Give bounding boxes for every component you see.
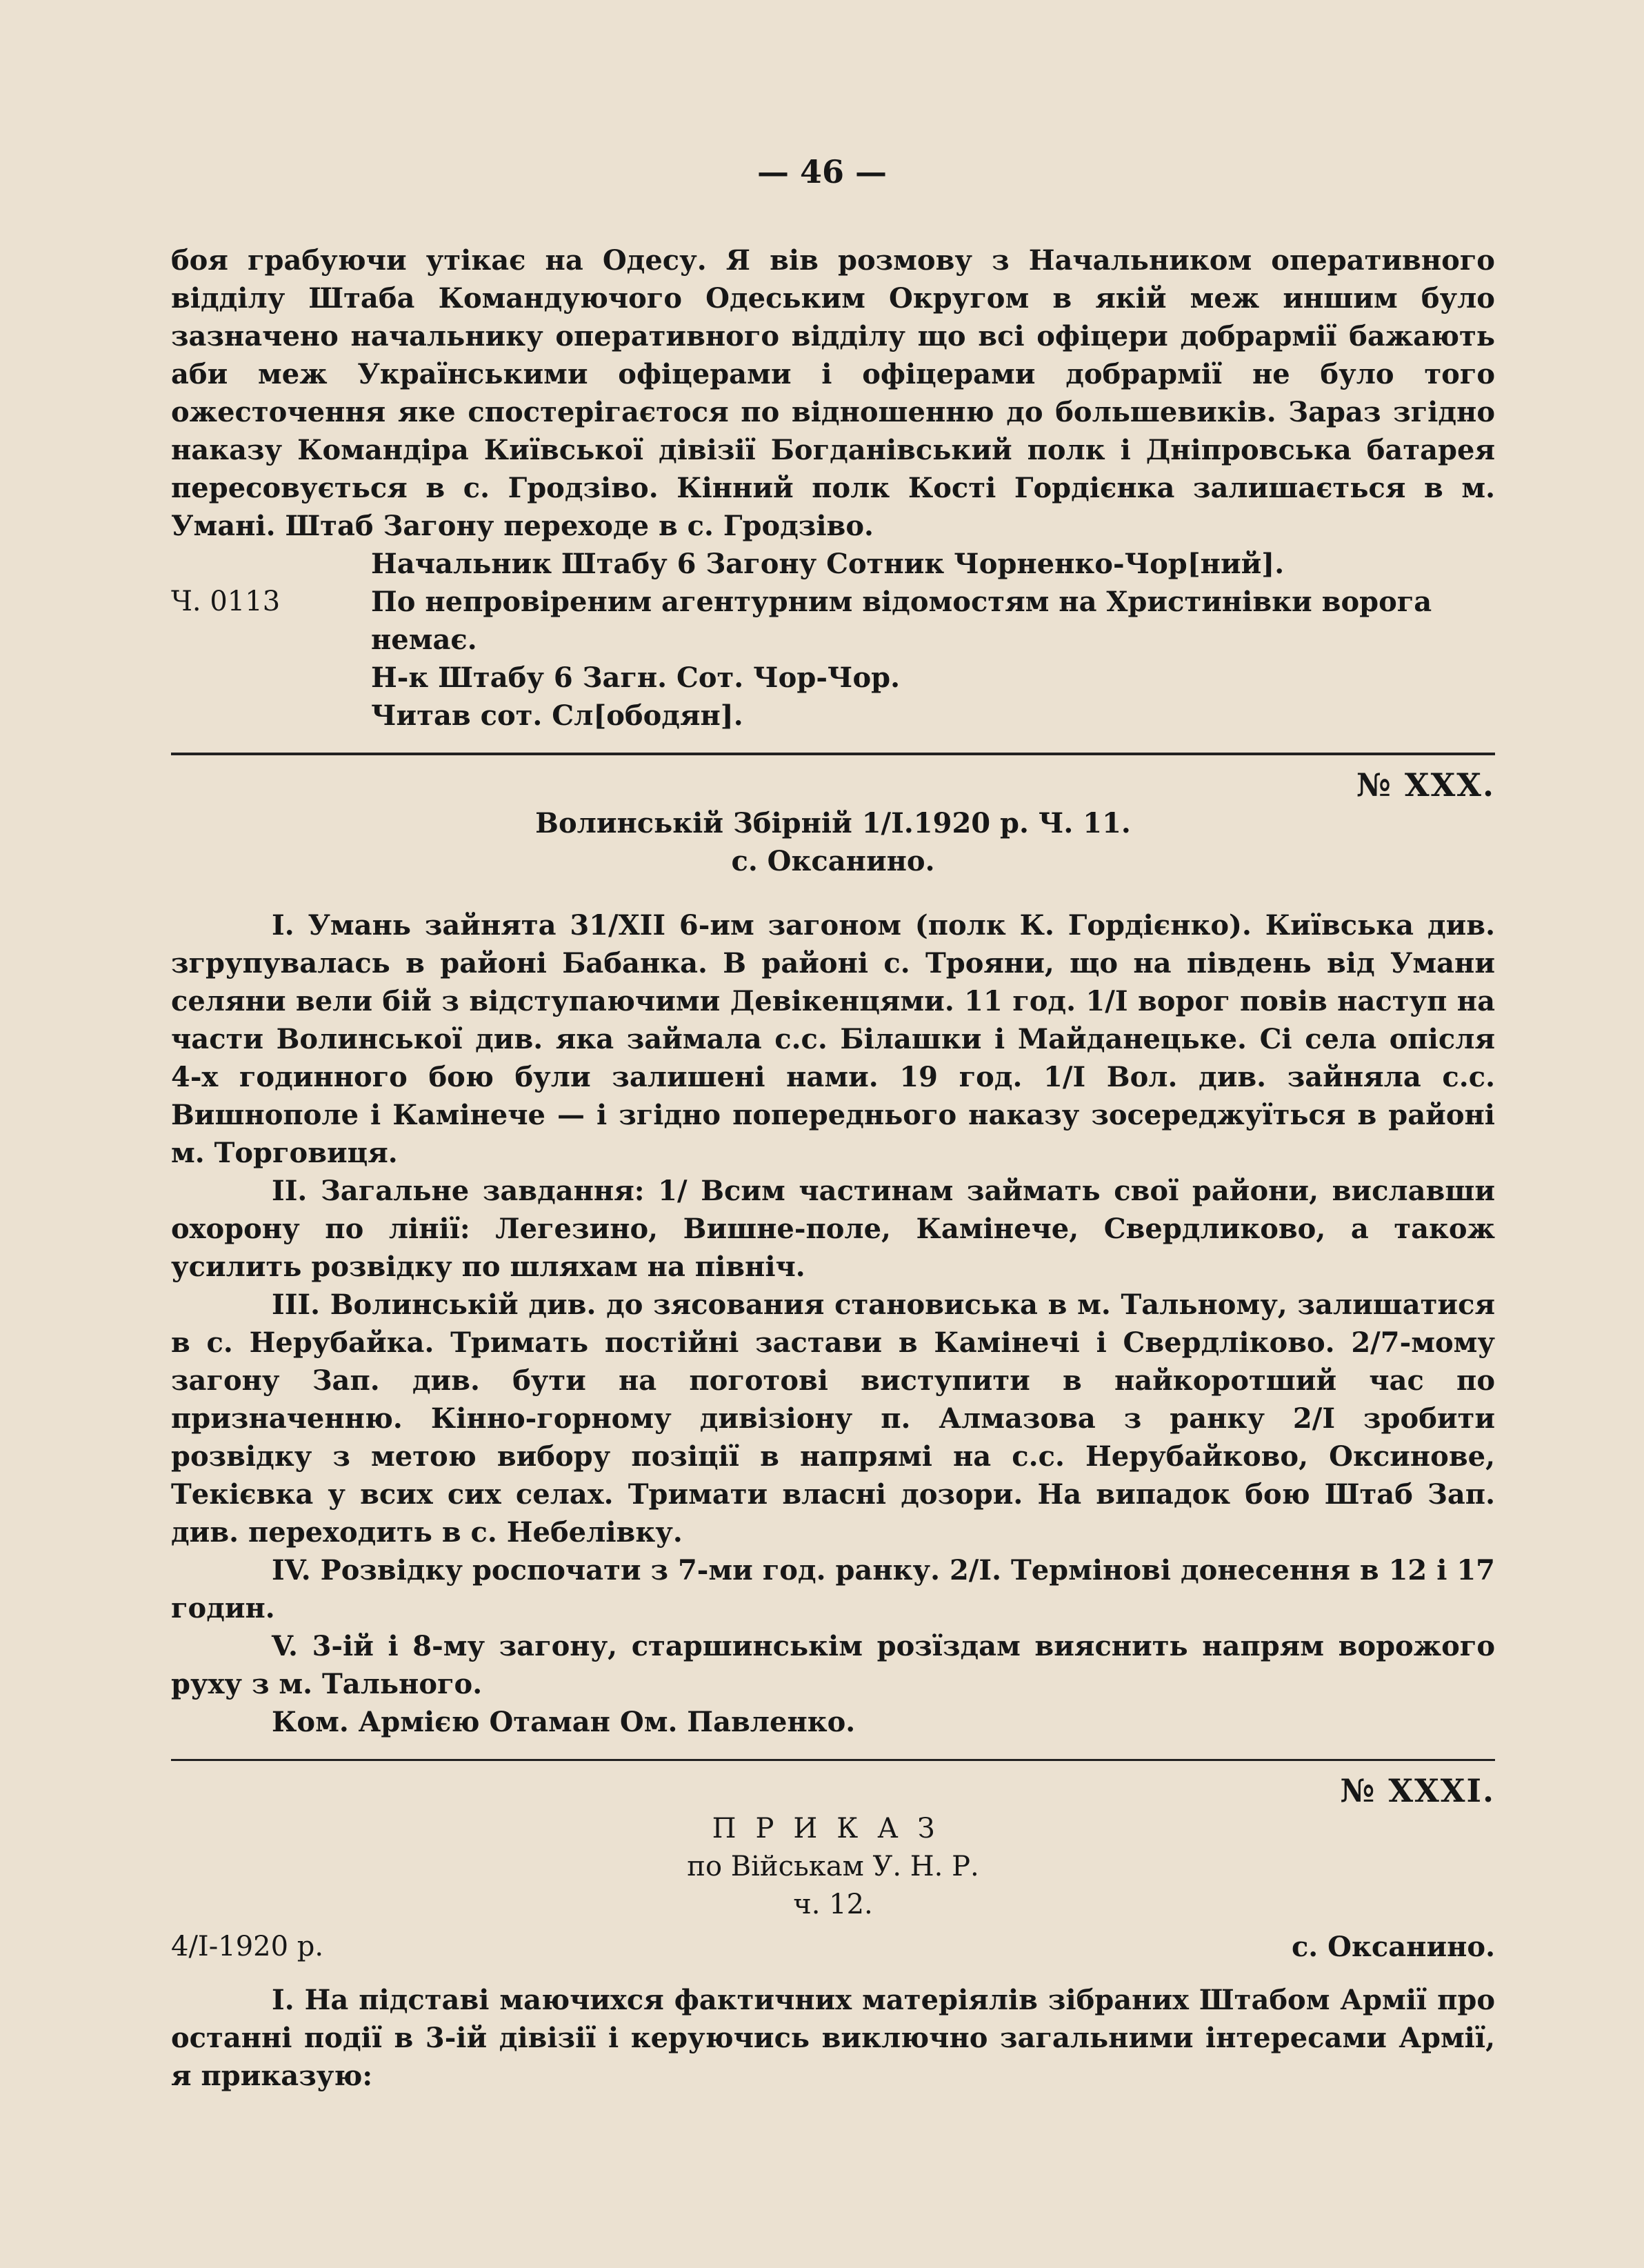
document-number: № XXX. [1356,766,1495,804]
signature-chief-of-staff: Начальник Штабу 6 Загону Сотник Чорненко-Чор[ний]. [371,548,1285,580]
order-paragraph-I: I. На підставі маючихся фактичних матеріялів зібраних Штабом Армії про останні події в 3-ій дівізії і керуючись виключно загальними інтересами Армії, я приказую: [171,1984,1495,2092]
page-number: — 46 — [756,153,888,190]
ref-label: Ч. 0113 [171,586,281,617]
spacer [171,1966,1495,1981]
ref-row [171,583,1495,659]
order-place: с. Оксанино. [1291,1931,1495,1963]
signature-army-commander: Ком. Армією Отаман Ом. Павленко. [272,1706,856,1738]
document-body [171,241,1495,2095]
section-heading-line2: с. Оксанино. [731,845,935,877]
paragraph-II: II. Загальне завдання: 1/ Всим частинам займать свої райони, виславши охорону по лінії: Легезино, Вишне-поле, Камінече, Свердликово, а також усилить розвідку по шляхам на північ. [171,1175,1495,1283]
order-subtitle: по Військам У. Н. Р. [687,1851,979,1882]
paragraph-IV: IV. Розвідку роспочати з 7-ми год. ранку. 2/I. Термінові донесення в 12 і 17 годин. [171,1554,1495,1624]
order-date: 4/I-1920 р. [171,1931,324,1962]
document-number: № XXXI. [1340,1772,1495,1809]
signature-block [171,545,1495,735]
signature-short: Н-к Штабу 6 Загн. Сот. Чор-Чор. [371,662,901,694]
read-by-note: Читав сот. Сл[ободян]. [371,699,743,732]
paragraph-continuation: боя грабуючи утікає на Одесу. Я вів розмову з Начальником оперативного відділу Штаба Командуючого Одеським Округом в якій меж иншим було зазначено начальнику оперативного відділу що всі офіцери добрармії бажають аби меж Українськими офіцерами і офіцерами добрармії не було того ожесточення яке спостерігаєтося по відношенню до большевиків. Зараз згідно наказу Командіра Київської дівізії Богданівський полк і Дніпровська батарея пересовується в с. Гродзіво. Кінний полк Кості Гордієнка залишається в м. Умані. Штаб Загону переходе в с. Гродзіво. [171,244,1495,542]
date-place-row [171,1928,1495,1966]
order-number: ч. 12. [793,1889,873,1920]
paragraph-V: V. 3-ій і 8-му загону, старшинськім розїздам вияснить напрям ворожого руху з м. Тального. [171,1630,1495,1700]
ref-text: По непровіреним агентурним відомостям на Христинівки ворога немає. [371,586,1432,656]
paragraph-I: I. Умань зайнята 31/XII 6-им загоном (полк К. Гордієнко). Київська див. згрупувалась в районі Бабанка. В районі с. Трояни, що на південь від Умани селяни вели бій з відступаючими Девікенцями. 11 год. 1/I ворог повів наступ на части Волинської див. яка займала с.с. Білашки і Майданецьке. Сі села опісля 4-х годинного бою були залишені нами. 19 год. 1/I Вол. див. зайняла с.с. Вишнополе і Камінече — і згідно попереднього наказу зосереджуїться в районі м. Торговиця. [171,909,1495,1169]
section-divider [171,753,1495,755]
section-divider [171,1759,1495,1761]
section-heading-line1: Волинській Збірній 1/I.1920 р. Ч. 11. [535,807,1131,839]
paragraph-III: III. Волинській див. до зясования становиська в м. Тальному, залишатися в с. Нерубайка. Тримать постійні застави в Камінечі і Свердліково. 2/7-мому загону Зап. див. бути на поготові виступити в найкоротший час по призначенню. Кінно-горному дивізіону п. Алмазова з ранку 2/I зробити розвідку з метою вибору позіції в напрямі на с.с. Нерубайково, Оксинове, Текієвка у всих сих селах. Тримати власні дозори. На випадок бою Штаб Зап. див. переходить в с. Небелівку. [171,1289,1495,1549]
spacer [171,880,1495,906]
order-title: ПРИКАЗ [712,1813,954,1844]
